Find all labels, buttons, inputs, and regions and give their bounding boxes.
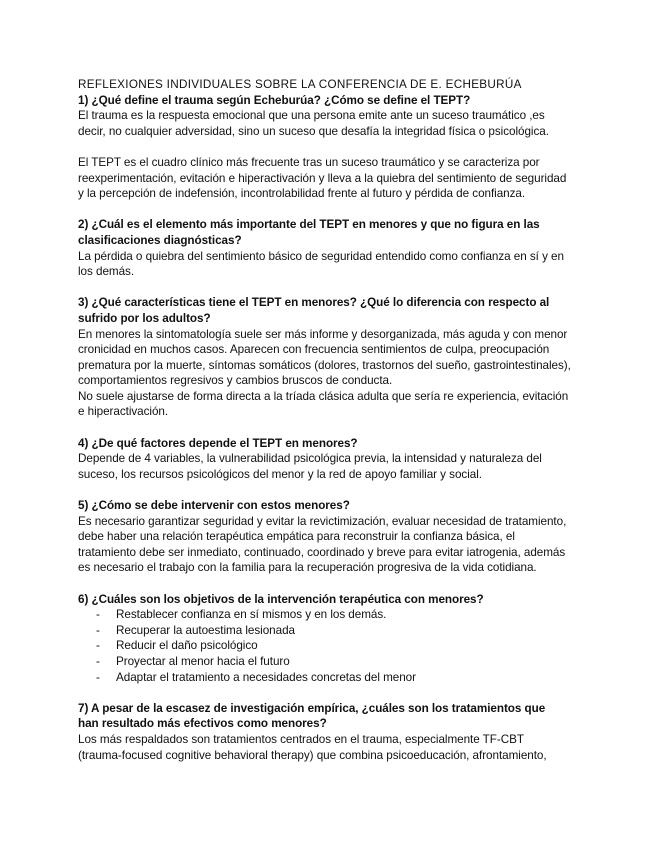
bullet-dash: - <box>96 639 100 653</box>
answer-line: suceso, los recursos psicológicos del menor y la red de apoyo familiar y social. <box>78 467 482 481</box>
question-section-3 <box>78 295 578 420</box>
answer-line: El TEPT es el cuadro clínico más frecuente tras un suceso traumático y se caracteriza por <box>78 155 540 169</box>
question-heading-line: 5) ¿Cómo se debe intervenir con estos menores? <box>78 499 350 513</box>
question-heading-line: 3) ¿Qué características tiene el TEPT en menores? ¿Qué lo diferencia con respecto al <box>78 296 550 310</box>
objectives-list-item <box>78 638 578 654</box>
answer-line: comportamientos regresivos y cambios bruscos de conducta. <box>78 374 393 388</box>
answer-line: No suele ajustarse de forma directa a la tríada clásica adulta que sería re experiencia, evitación <box>78 389 569 403</box>
question-heading-line: 2) ¿Cuál es el elemento más importante del TEPT en menores y que no figura en las <box>78 218 540 232</box>
paragraph-spacer <box>78 139 578 155</box>
answer-paragraph <box>78 732 578 763</box>
section-spacer <box>78 576 578 592</box>
answer-line: Los más respaldados son tratamientos centrados en el trauma, especialmente TF-CBT <box>78 732 524 746</box>
objectives-list <box>78 607 578 685</box>
section-spacer <box>78 280 578 296</box>
section-spacer <box>78 685 578 701</box>
bullet-dash: - <box>96 608 100 622</box>
question-section-5 <box>78 498 578 576</box>
bullet-dash: - <box>96 654 100 668</box>
answer-paragraph <box>78 249 578 280</box>
answer-line: La pérdida o quiebra del sentimiento básico de seguridad entendido como confianza en sí y en <box>78 249 564 263</box>
answer-paragraph <box>78 514 578 576</box>
document-page <box>78 77 578 763</box>
answer-line: cronicidad en muchos casos. Aparecen con frecuencia sentimientos de culpa, preocupación <box>78 343 550 357</box>
question-section-2 <box>78 217 578 279</box>
objectives-list-item <box>78 607 578 623</box>
objectives-list-item-text: Restablecer confianza en sí mismos y en los demás. <box>116 608 387 622</box>
answer-paragraph <box>78 451 578 482</box>
answer-line: decir, no cualquier adversidad, sino un suceso que desafía la integridad física o psicológica. <box>78 124 549 138</box>
answer-line: debe haber una relación terapéutica empática para reconstruir la confianza básica, el <box>78 530 515 544</box>
objectives-list-item-text: Proyectar al menor hacia el futuro <box>116 654 290 668</box>
objectives-list-item-text: Reducir el daño psicológico <box>116 639 258 653</box>
answer-line: y la percepción de indefensión, incontrolabilidad frente al futuro y pérdida de confianza. <box>78 187 526 201</box>
answer-line: prematura por la muerte, síntomas somáticos (dolores, trastornos del sueño, gastrointestinales), <box>78 358 571 372</box>
objectives-list-item <box>78 654 578 670</box>
document-body <box>78 93 578 764</box>
answer-line: e hiperactivación. <box>78 405 169 419</box>
objectives-list-item <box>78 670 578 686</box>
section-spacer <box>78 482 578 498</box>
objectives-list-item-text: Recuperar la autoestima lesionada <box>116 623 295 637</box>
question-section-1 <box>78 93 578 202</box>
objectives-list-item <box>78 623 578 639</box>
answer-line: Depende de 4 variables, la vulnerabilidad psicológica previa, la intensidad y naturaleza del <box>78 452 542 466</box>
answer-line: (trauma-focused cognitive behavioral therapy) que combina psicoeducación, afrontamiento, <box>78 748 547 762</box>
answer-line: Es necesario garantizar seguridad y evitar la revictimización, evaluar necesidad de tratamiento, <box>78 514 567 528</box>
objectives-list-item-text: Adaptar el tratamiento a necesidades concretas del menor <box>116 670 416 684</box>
question-heading-line: 7) A pesar de la escasez de investigación empírica, ¿cuáles son los tratamientos que <box>78 701 546 715</box>
question-section-4 <box>78 436 578 483</box>
answer-line: tratamiento debe ser inmediato, continuado, coordinado y breve para evitar iatrogenia, además <box>78 545 566 559</box>
section-spacer <box>78 420 578 436</box>
bullet-dash: - <box>96 670 100 684</box>
question-heading-line: sufrido por los adultos? <box>78 311 211 325</box>
answer-paragraph <box>78 327 578 421</box>
question-heading-line: 4) ¿De qué factores depende el TEPT en menores? <box>78 436 358 450</box>
answer-line: los demás. <box>78 265 135 279</box>
question-heading-line: clasificaciones diagnósticas? <box>78 233 242 247</box>
answer-paragraph <box>78 155 578 202</box>
answer-line: El trauma es la respuesta emocional que una persona emite ante un suceso traumático ,es <box>78 109 545 123</box>
answer-line: En menores la sintomatología suele ser más informe y desorganizada, más aguda y con menor <box>78 327 568 341</box>
answer-line: reexperimentación, evitación e hiperactivación y lleva a la quiebra del sentimiento de seguridad <box>78 171 567 185</box>
document-title: REFLEXIONES INDIVIDUALES SOBRE LA CONFERENCIA DE E. ECHEBURÚA <box>78 78 522 91</box>
question-heading-line: han resultado más efectivos como menores? <box>78 717 327 731</box>
answer-line: es necesario el trabajo con la familia para la recuperación progresiva de la vida cotidiana. <box>78 561 537 575</box>
section-spacer <box>78 202 578 218</box>
question-heading-line: 6) ¿Cuáles son los objetivos de la intervención terapéutica con menores? <box>78 592 484 606</box>
question-section-7 <box>78 701 578 763</box>
bullet-dash: - <box>96 623 100 637</box>
answer-paragraph <box>78 108 578 139</box>
question-heading-line: 1) ¿Qué define el trauma según Echeburúa? ¿Cómo se define el TEPT? <box>78 93 471 107</box>
question-section-6 <box>78 592 578 686</box>
